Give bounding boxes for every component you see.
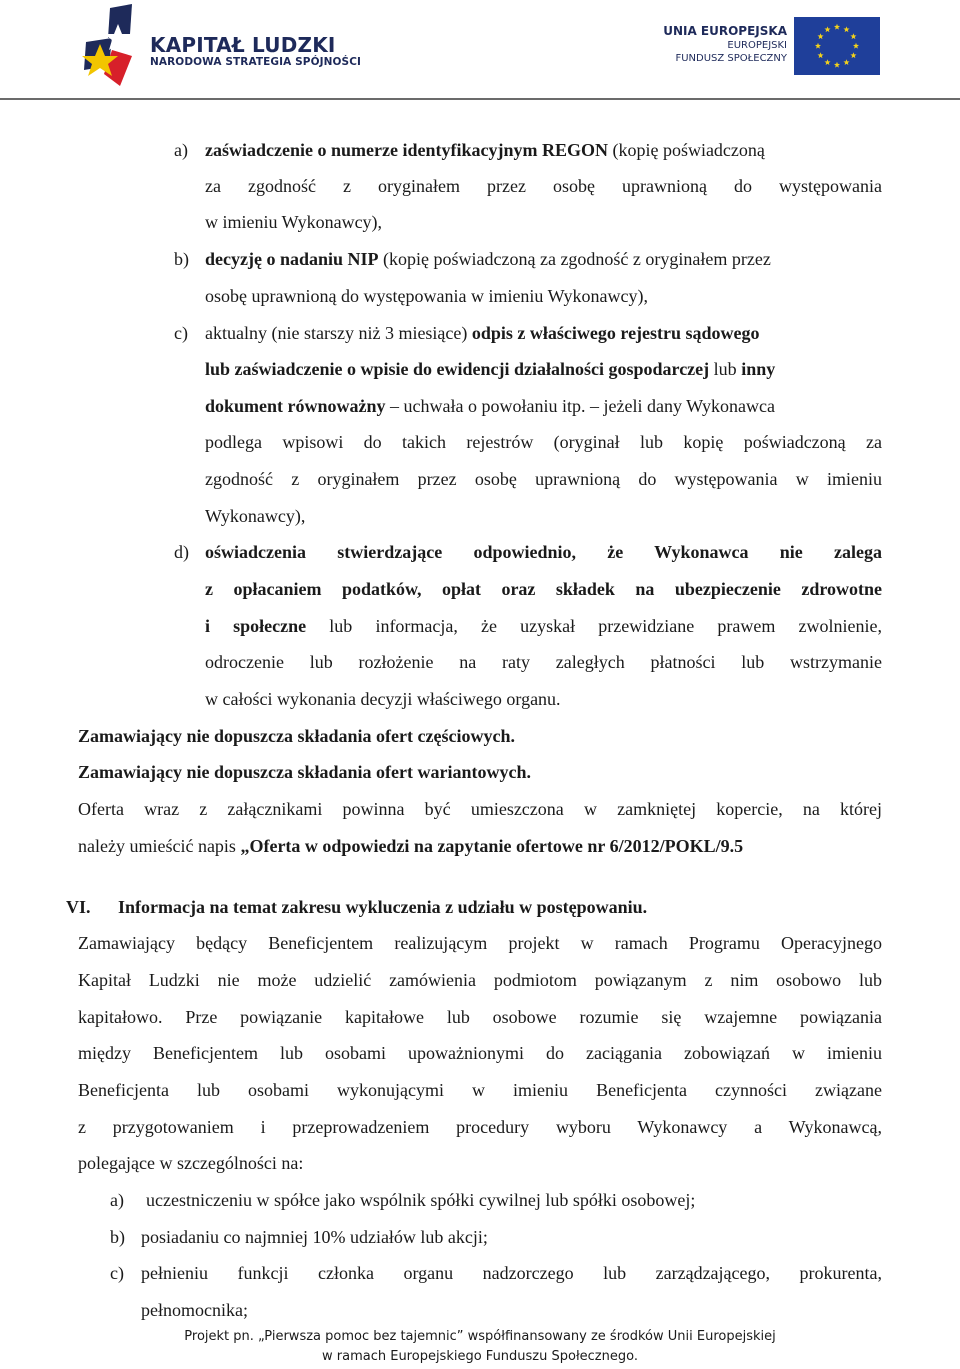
section-vi-p3: kapitałowo. Prze powiązanie kapitałowe lub osobowe rozumie się wzajemne powiązania [78,1007,882,1027]
section-vi-p1: Zamawiający będący Beneficjentem realizującym projekt w ramach Programu Operacyjnego [78,933,882,953]
statement-variant [78,760,531,784]
list-item-text: uczestniczeniu w spółce jako wspólnik spółki cywilnej lub spółki osobowej; [146,1190,696,1210]
section-vi-number-text: VI. [66,897,91,917]
item-a-line2: za zgodność z oryginałem przez osobę uprawnioną do występowania [205,176,882,196]
item-a-line1 [205,138,765,162]
item-b-text: (kopię poświadczoną za zgodność z oryginałem przez [378,249,771,269]
item-d-line4: odroczenie lub rozłożenie na raty zaległych płatności lub wstrzymanie [205,652,882,672]
item-c-line2 [205,357,775,381]
kapital-ludzki-wordmark [150,34,361,69]
item-a-text: (kopię poświadczoną [607,140,765,160]
eu-line2: EUROPEJSKI [727,40,787,51]
section-vi-p5: Beneficjenta lub osobami wykonującymi w imieniu Beneficjenta czynności związane [78,1080,882,1100]
item-d-label: d) [174,542,189,562]
section-vi-p4: między Beneficjentem lub osobami upoważnionymi do zaciągania zobowiązań w imieniu [78,1043,882,1063]
section-vi-p6: z przygotowaniem i przeprowadzeniem procedury wyboru Wykonawcy a Wykonawcą, [78,1117,882,1137]
item-d-line1 [205,540,882,564]
item-b-bold: decyzję o nadaniu NIP [205,249,379,269]
item-d-line5: w całości wykonania decyzji właściwego organu. [205,689,561,709]
item-d-line2 [205,577,882,601]
list-item-label: b) [110,1227,125,1247]
eu-flag-icon [794,17,880,75]
item-b-label: b) [174,249,189,269]
kl-title: KAPITAŁ LUDZKI [150,33,336,57]
section-vi-p7: polegające w szczególności na: [78,1153,304,1173]
item-c-line5: zgodność z oryginałem przez osobę uprawnioną do występowania w imieniu [205,469,882,489]
item-c-bold2: lub zaświadczenie o wpisie do ewidencji działalności gospodarczej [205,359,710,379]
item-d-bold1: oświadczenia stwierdzające odpowiednio, że Wykonawca nie zalega [205,542,882,562]
item-c-line3 [205,394,775,418]
item-d-bold2: z opłacaniem podatków, opłat oraz składek na ubezpieczenie zdrowotne [205,579,882,599]
item-c-bold3: inny [741,359,776,379]
kapital-ludzki-logo-icon [82,4,142,86]
offer-line2 [78,834,743,858]
item-c-line4: podlega wpisowi do takich rejestrów (oryginał lub kopię poświadczoną za [205,432,882,452]
item-c-text1: aktualny (nie starszy niż 3 miesiące) [205,323,472,343]
item-d-line3 [205,614,882,638]
page-header [0,0,960,95]
item-c-line6: Wykonawcy), [205,506,306,526]
statement-partial [78,724,515,748]
list-item-label: c) [110,1263,124,1283]
item-b-line2: osobę uprawnioną do występowania w imieniu Wykonawcy), [205,286,648,306]
section-vi-heading [118,895,647,919]
footer-line2: w ramach Europejskiego Funduszu Społecznego. [322,1349,638,1364]
eu-wordmark [663,24,787,65]
offer-line2-text: należy umieścić napis [78,836,241,856]
item-c-text2: lub [709,359,742,379]
statement-variant-text: Zamawiający nie dopuszcza składania ofert wariantowych. [78,762,531,782]
header-divider [0,98,960,101]
offer-line1: Oferta wraz z załącznikami powinna być umieszczona w zamkniętej kopercie, na której [78,799,882,819]
item-a-line3: w imieniu Wykonawcy), [205,212,383,232]
offer-line2-bold: „Oferta w odpowiedzi na zapytanie ofertowe nr 6/2012/POKL/9.5 [240,836,744,856]
item-d-bold3: i społeczne [205,616,307,636]
item-c-bold1: odpis z właściwego rejestru sądowego [471,323,760,343]
kl-subtitle: NARODOWA STRATEGIA SPÓJNOŚCI [150,56,362,68]
list-item-label: a) [110,1190,124,1210]
footer-line1: Projekt pn. „Pierwsza pomoc bez tajemnic” współfinansowany ze środków Unii Europejskiej [184,1329,776,1344]
item-c-bold4: dokument równoważny [205,396,386,416]
eu-line1: UNIA EUROPEJSKA [663,24,787,38]
list-item-text: posiadaniu co najmniej 10% udziałów lub akcji; [141,1227,488,1247]
list-item-text: pełnieniu funkcji członka organu nadzorczego lub zarządzającego, prokurenta, [141,1263,882,1283]
statement-partial-text: Zamawiający nie dopuszcza składania ofert częściowych. [78,726,515,746]
item-b-line1 [205,247,771,271]
item-c-text3: – uchwała o powołaniu itp. – jeżeli dany Wykonawca [385,396,776,416]
item-d-text3: lub informacja, że uzyskał przewidziane prawem zwolnienie, [306,616,882,636]
item-c-line1 [205,321,760,345]
section-vi-heading-text: Informacja na temat zakresu wykluczenia z udziału w postępowaniu. [118,897,648,917]
list-item-continuation: pełnomocnika; [141,1300,248,1320]
item-c-label: c) [174,323,188,343]
section-vi-number [66,895,91,919]
section-vi-p2: Kapitał Ludzki nie może udzielić zamówienia podmiotom powiązanym z nim osobowo lub [78,970,882,990]
eu-line3: FUNDUSZ SPOŁECZNY [675,53,787,64]
item-a-label: a) [174,140,188,160]
item-a-bold: zaświadczenie o numerze identyfikacyjnym REGON [205,140,608,160]
page-footer [0,1327,960,1367]
